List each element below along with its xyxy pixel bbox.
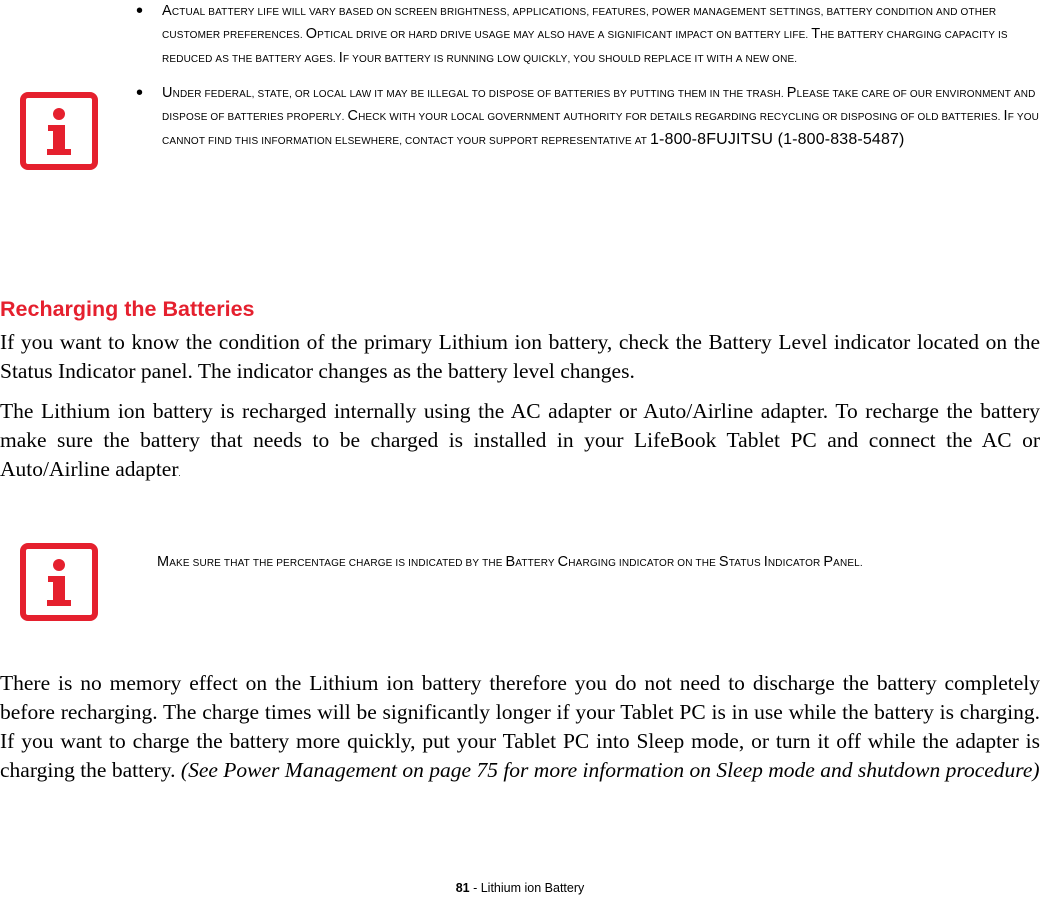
note-text: ndicator (767, 554, 824, 570)
lead-letter: U (162, 84, 173, 101)
lead-letter: C (347, 108, 359, 125)
bullet-battery-life (136, 0, 1040, 70)
power-management-reference: (See Power Management on page 75 for more information on Sleep mode and shutdown procedure) (180, 758, 1040, 782)
support-phone: 1-800-8FUJITSU (1-800-838-5487) (650, 131, 905, 149)
note-text: ake sure that the percentage charge is indicated by the (169, 554, 506, 570)
paragraph-text: There is no memory effect on the Lithium ion battery therefore you do not need to discharge the battery completely before recharging. The charge times will be significantly longer if your Tablet PC is in use while the battery is charging. If you want to charge the battery more quickly, put your Tablet PC into Sleep mode, or turn it off while the adapter is charging the battery. (0, 671, 1040, 782)
note-text: f you cannot find this information elsewhere, contact your support representative at (162, 108, 1040, 149)
top-note (136, 0, 1040, 153)
lead-letter: C (557, 554, 569, 570)
note-text: ctual battery life will vary based on screen brightness, applications, features, power management settings, battery condition and other customer preferences. (162, 3, 997, 43)
lead-letter: M (157, 554, 170, 570)
note-text: heck with your local government authority for details regarding recycling or disposing of old batteries. (358, 108, 1004, 125)
lead-letter: P (823, 554, 834, 570)
lead-letter: P (786, 84, 797, 101)
bullet-disposal (136, 81, 1040, 153)
paragraph-recharge (0, 397, 1040, 488)
lead-letter: A (162, 3, 172, 19)
bullet-dot: • (136, 0, 144, 22)
info-glyph (26, 549, 92, 615)
lead-letter: T (811, 26, 821, 43)
paragraph-memory-effect (0, 669, 1040, 785)
note-text: attery (515, 554, 558, 570)
page-number: 81 (455, 881, 470, 895)
lead-letter: I (763, 554, 768, 570)
note-text: he battery charging capacity is reduced as the battery ages. (162, 26, 1008, 66)
note-text: f your battery is running low quickly, you should replace it with a new one. (342, 49, 798, 66)
page-footer (0, 879, 1040, 897)
lead-letter: I (338, 49, 343, 66)
info-icon (20, 543, 98, 621)
section-heading: Recharging the Batteries (0, 297, 255, 321)
footer-separator: - (469, 881, 481, 895)
note-text: anel. (833, 554, 863, 570)
lead-letter: B (505, 554, 516, 570)
note-text: harging indicator on the (568, 554, 719, 570)
info-glyph (26, 98, 92, 164)
lead-letter: O (305, 26, 318, 43)
bullet-dot: • (136, 81, 144, 104)
lead-letter: S (718, 554, 729, 570)
note-text: nder federal, state, or local law it may be illegal to dispose of batteries by putting them in the trash. (172, 84, 787, 101)
note-text: tatus (728, 554, 764, 570)
lead-letter: I (1003, 108, 1008, 125)
paragraph-end: . (178, 469, 181, 478)
info-icon (20, 92, 98, 170)
footer-title: Lithium ion Battery (480, 881, 585, 895)
paragraph-text: The Lithium ion battery is recharged internally using the AC adapter or Auto/Airline adapter. To recharge the battery make sure the battery that needs to be charged is installed in your LifeBook Tablet PC and connect the AC or Auto/Airline adapter (0, 399, 1040, 481)
note-text: lease take care of our environment and dispose of batteries properly. (162, 84, 1036, 125)
paragraph-battery-level: If you want to know the condition of the primary Lithium ion battery, check the Battery Level indicator located on the Status Indicator panel. The indicator changes as the battery level changes. (0, 330, 1040, 383)
charge-indicator-note (157, 551, 1040, 574)
note-text: ptical drive or hard drive usage may also have a significant impact on battery life. (317, 26, 812, 43)
